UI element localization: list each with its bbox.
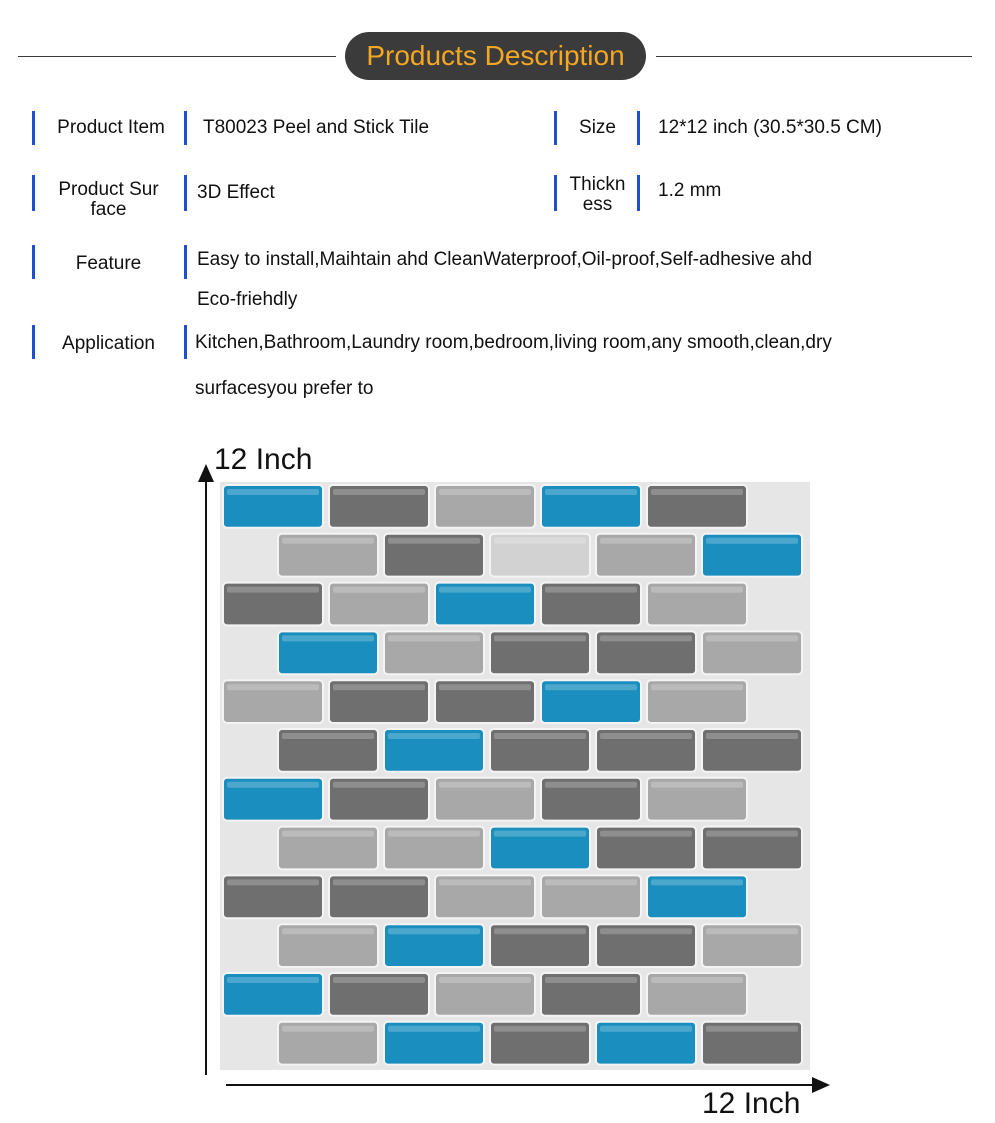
tile-highlight [651,684,743,690]
tile-highlight [333,587,425,593]
tile-highlight [227,587,319,593]
tile-highlight [651,782,743,788]
size-value: 12*12 inch (30.5*30.5 CM) [658,117,882,138]
tile-highlight [388,928,480,934]
tile-highlight [651,489,743,495]
thickness-value: 1.2 mm [658,180,722,201]
size-label: Size [579,117,616,138]
tile-highlight [282,538,374,544]
tile-highlight [439,489,531,495]
product-surface-value: 3D Effect [197,182,275,203]
tile-highlight [439,879,531,885]
tile-highlight [227,782,319,788]
tile-highlight [600,538,692,544]
tile-highlight [494,1026,586,1032]
tile-highlight [227,977,319,983]
tile-highlight [282,1026,374,1032]
tile-highlight [494,831,586,837]
tile-highlight [600,831,692,837]
tile-highlight [439,587,531,593]
tile-highlight [545,489,637,495]
tile-highlight [388,733,480,739]
height-dimension-label: 12 Inch [214,443,313,476]
tile-highlight [388,1026,480,1032]
tile-highlight [282,831,374,837]
thickness-label-line1: Thickn [569,174,626,195]
application-value-line2: surfacesyou prefer to [195,378,374,399]
tile-highlight [439,684,531,690]
tile-highlight [282,733,374,739]
application-label: Application [62,333,155,354]
tile-highlight [439,782,531,788]
width-dimension-label: 12 Inch [702,1087,801,1120]
tile-highlight [545,782,637,788]
tile-highlight [282,928,374,934]
tile-highlight [651,587,743,593]
tile-highlight [388,635,480,641]
tile-highlight [706,928,798,934]
width-arrow-head [812,1077,830,1093]
tile-highlight [706,733,798,739]
tile-highlight [333,782,425,788]
tile-highlight [706,538,798,544]
tile-highlight [494,928,586,934]
product-surface-label-line1: Product Sur [58,179,159,200]
tile-highlight [333,489,425,495]
tile-highlight [706,635,798,641]
tile-highlight [333,879,425,885]
tile-highlight [545,879,637,885]
tile-highlight [388,831,480,837]
feature-label: Feature [75,253,142,274]
tile-highlight [545,587,637,593]
product-item-value: T80023 Peel and Stick Tile [203,117,430,138]
tile-highlight [227,879,319,885]
height-arrow-head [198,464,214,482]
tile-highlight [494,733,586,739]
tile-highlight [333,684,425,690]
product-surface-label-line2: face [90,199,127,220]
application-value-line1: Kitchen,Bathroom,Laundry room,bedroom,living room,any smooth,clean,dry [195,332,832,353]
tile-highlight [545,977,637,983]
tile-highlight [439,977,531,983]
tile-highlight [706,1026,798,1032]
tile-highlight [600,928,692,934]
tile-highlight [227,489,319,495]
tile-highlight [706,831,798,837]
tile-highlight [333,977,425,983]
product-item-label: Product Item [57,117,165,138]
tile-highlight [600,733,692,739]
tile-highlight [651,879,743,885]
tile-highlight [494,635,586,641]
tile-highlight [282,635,374,641]
tile-highlight [545,684,637,690]
feature-value-line2: Eco-friehdly [197,289,298,310]
tile-highlight [651,977,743,983]
feature-value-line1: Easy to install,Maihtain ahd CleanWaterproof,Oil-proof,Self-adhesive ahd [197,249,813,270]
tile-highlight [494,538,586,544]
section-title: Products Description [345,32,646,80]
tile-highlight [600,1026,692,1032]
thickness-label-line2: ess [582,194,613,215]
tile-highlight [600,635,692,641]
tile-highlight [227,684,319,690]
tile-highlight [388,538,480,544]
